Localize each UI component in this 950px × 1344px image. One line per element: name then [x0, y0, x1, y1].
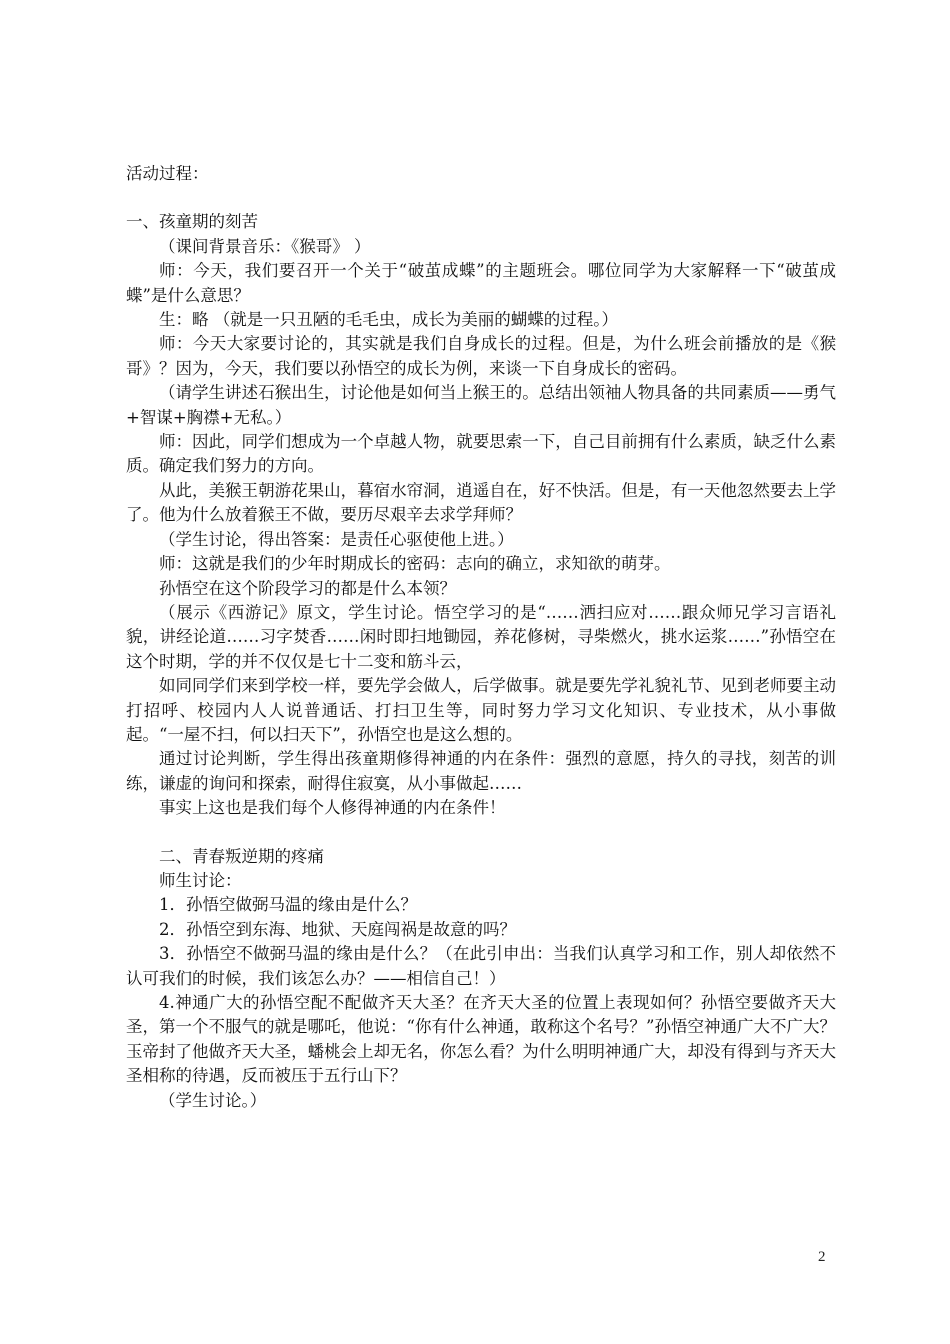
list-item: 3．孙悟空不做弼马温的缘由是什么？（在此引申出：当我们认真学习和工作，别人却依然不认可我们的时候，我们该怎么办？——相信自己！） — [126, 944, 836, 988]
paragraph: 师：今天，我们要召开一个关于“破茧成蝶”的主题班会。哪位同学为大家解释一下“破茧成蝶”是什么意思？ — [126, 261, 836, 305]
paragraph: 师生讨论： — [159, 870, 242, 890]
paragraph: （请学生讲述石猴出生，讨论他是如何当上猴王的。总结出领袖人物具备的共同素质——勇气+智谋+胸襟+无私。） — [126, 383, 836, 427]
paragraph: 事实上这也是我们每个人修得神通的内在条件！ — [159, 798, 506, 818]
paragraph: 从此，美猴王朝游花果山，暮宿水帘洞，逍遥自在，好不快活。但是，有一天他忽然要去上学了。他为什么放着猴王不做，要历尽艰辛去求学拜师？ — [126, 480, 836, 525]
paragraph: 师：今天大家要讨论的，其实就是我们自身成长的过程。但是，为什么班会前播放的是《猴哥》？因为，今天，我们要以孙悟空的成长为例，来谈一下自身成长的密码。 — [126, 334, 836, 378]
list-item: 2．孙悟空到东海、地狱、天庭闯祸是故意的吗？ — [159, 919, 516, 939]
paragraph: 通过讨论判断，学生得出孩童期修得神通的内在条件：强烈的意愿，持久的寻找，刻苦的训练，谦虚的询问和探索，耐得住寂寞，从小事做起…… — [126, 749, 836, 793]
paragraph: （课间背景音乐：《猴哥》 ） — [159, 236, 371, 256]
spacer — [126, 821, 836, 845]
paragraph: （学生讨论。） — [159, 1090, 267, 1110]
list-item: 1．孙悟空做弼马温的缘由是什么？ — [159, 895, 417, 915]
paragraph: （学生讨论，得出答案：是责任心驱使他上进。） — [159, 529, 514, 549]
paragraph: 孙悟空在这个阶段学习的都是什么本领？ — [159, 578, 456, 598]
spacer — [126, 186, 836, 210]
paragraph: （展示《西游记》原文，学生讨论。悟空学习的是“……洒扫应对……跟众师兄学习言语礼貌，讲经论道……习字焚香……闲时即扫地锄园，养花修树，寻柴燃火，挑水运浆……”孙悟空在这个时期，学的并不仅仅是七十二变和筋斗云， — [126, 602, 836, 671]
document-body — [126, 162, 836, 1113]
section-heading-1: 一、孩童期的刻苦 — [126, 212, 258, 232]
paragraph: 师：这就是我们的少年时期成长的密码：志向的确立，求知欲的萌芽。 — [159, 554, 671, 574]
paragraph: 如同同学们来到学校一样，要先学会做人，后学做事。就是要先学礼貌礼节、见到老师要主动打招呼、校园内人人说普通话、打扫卫生等，同时努力学习文化知识、专业技术，从小事做起。“一屋不扫，何以扫天下”，孙悟空也是这么想的。 — [126, 676, 836, 744]
document-title: 活动过程： — [126, 164, 209, 183]
section-heading-2: 二、青春叛逆期的疼痛 — [159, 846, 324, 866]
list-item: 4.神通广大的孙悟空配不配做齐天大圣？在齐天大圣的位置上表现如何？孙悟空要做齐天大圣，第一个不服气的就是哪吒，他说：“你有什么神通，敢称这个名号？”孙悟空神通广大不广大？玉帝封了他做齐天大圣，蟠桃会上却无名，你怎么看？为什么明明神通广大，却没有得到与齐天大圣相称的待遇，反而被压于五行山下？ — [126, 993, 836, 1086]
paragraph: 师：因此，同学们想成为一个卓越人物，就要思索一下，自己目前拥有什么素质，缺乏什么素质。确定我们努力的方向。 — [126, 432, 836, 476]
paragraph: 生：略 （就是一只丑陋的毛毛虫，成长为美丽的蝴蝶的过程。） — [159, 310, 618, 330]
page-number: 2 — [818, 1249, 826, 1265]
